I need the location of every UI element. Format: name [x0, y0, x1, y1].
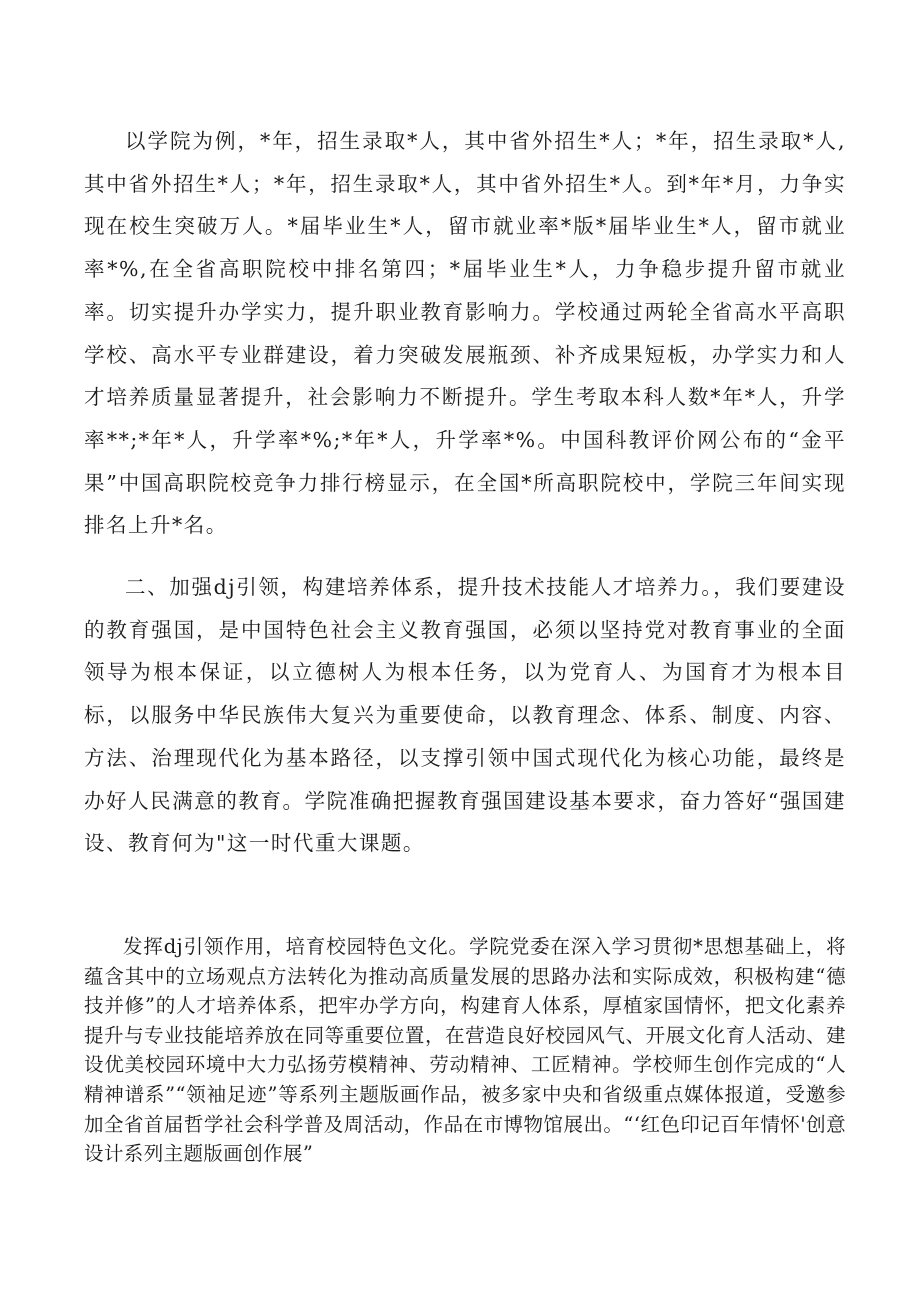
- paragraph-enrollment-employment: 以学院为例，*年，招生录取*人，其中省外招生*人；*年，招生录取*人,其中省外招生*人；*年，招生录取*人，其中省外招生*人。到*年*月，力争实现在校生突破万人。*届毕业生*人，留市就业率*版*届毕业生*人，留市就业率*%,在全省高职院校中排名第四；*届毕业生*人，力争稳步提升留市就业率。切实提升办学实力，提升职业教育影响力。学校通过两轮全省高水平高职学校、高水平专业群建设，着力突破发展瓶颈、补齐成果短板，办学实力和人才培养质量显著提升，社会影响力不断提升。学生考取本科人数*年*人，升学率**;*年*人，升学率*%;*年*人，升学率*%。中国科教评价网公布的“金平果”中国高职院校竞争力排行榜显示，在全国*所高职院校中，学院三年间实现排名上升*名。: [84, 129, 846, 538]
- paragraph-campus-culture: 发挥dj引领作用，培育校园特色文化。学院党委在深入学习贯彻*思想基础上，将蕴含其中的立场观点方法转化为推动高质量发展的思路办法和实际成效，积极构建“德技并修”的人才培养体系，把牢办学方向，构建育人体系，厚植家国情怀，把文化素养提升与专业技能培养放在同等重要位置，在营造良好校园风气、开展文化育人活动、建设优美校园环境中大力弘扬劳模精神、劳动精神、工匠精神。学校师生创作完成的“人精神谱系”“领袖足迹”等系列主题版画作品，被多家中央和省级重点媒体报道，受邀参加全省首届哲学社会科学普及周活动，作品在市博物馆展出。“‘红色印记百年情怀'创意设计系列主题版画创作展”: [84, 935, 846, 1166]
- paragraph-education-power: 二、加强dj引领，构建培养体系，提升技术技能人才培养力。，我们要建设的教育强国，是中国特色社会主义教育强国，必须以坚持党对教育事业的全面领导为根本保证，以立德树人为根本任务，以为党育人、为国育才为根本目标，以服务中华民族伟大复兴为重要使命，以教育理念、体系、制度、内容、方法、治理现代化为基本路径，以支撑引领中国式现代化为核心功能，最终是办好人民满意的教育。学院准确把握教育强国建设基本要求，奋力答好“强国建设、教育何为"这一时代重大课题。: [84, 575, 846, 856]
